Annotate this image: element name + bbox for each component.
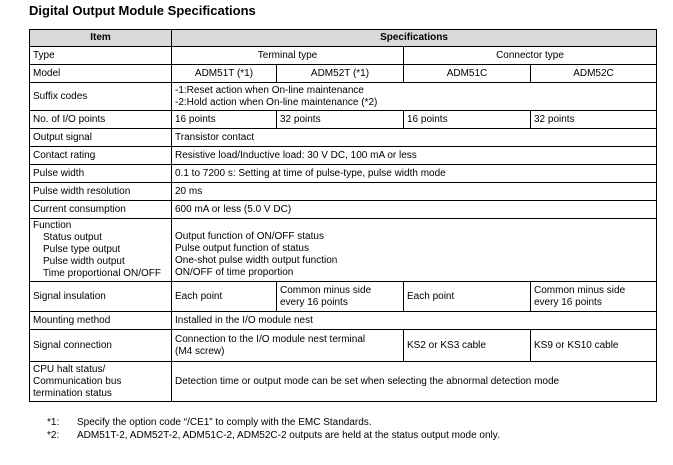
footnote [47,429,500,442]
table-row [30,83,657,111]
footnote [47,416,500,429]
row-label: Pulse width resolution [30,183,172,201]
table-row [30,312,657,330]
row-label: No. of I/O points [30,111,172,129]
cell-line: -1:Reset action when On-line maintenance [175,84,364,96]
function-sublabel: Time proportional ON/OFF [43,268,161,279]
table-row [30,219,657,282]
table-row [30,282,657,312]
cell-model: ADM51C [404,65,531,83]
footnotes [47,416,500,442]
cell-line: One-shot pulse width output function [175,255,338,266]
row-label: Suffix codes [30,83,172,111]
cell-value: 600 mA or less (5.0 V DC) [172,201,657,219]
cell-io-points: 16 points [172,111,277,129]
cell-line: Common minus side [280,284,372,296]
table-row [30,165,657,183]
row-label: Current consumption [30,201,172,219]
row-label: Signal insulation [30,282,172,312]
row-label: Function [33,220,72,231]
function-sublabels [33,232,168,280]
cell-line: every 16 points [280,296,348,308]
table-row [30,47,657,65]
table-row [30,111,657,129]
cell-model: ADM52T (*1) [277,65,404,83]
row-label-function [30,219,172,282]
table-row [30,330,657,362]
cell-value: Installed in the I/O module nest [172,312,657,330]
function-sublabel: Pulse type output [43,244,121,255]
row-label: Mounting method [30,312,172,330]
cell-line: ON/OFF of time proportion [175,267,294,278]
row-label: Type [30,47,172,65]
footnote-mark: *2: [47,430,60,441]
cell-line: Pulse output function of status [175,243,309,254]
cell-line: (M4 screw) [175,345,225,357]
row-label: Contact rating [30,147,172,165]
footnote-text: Specify the option code “/CE1” to comply with the EMC Standards. [77,417,372,428]
cell-value: Detection time or output mode can be set when selecting the abnormal detection mode [172,362,657,402]
row-label: Communication bus [33,375,122,387]
cell-model: ADM51T (*1) [172,65,277,83]
header-item: Item [30,30,172,47]
cell-insulation: Each point [404,282,531,312]
cell-function [172,219,657,282]
cell-io-points: 32 points [531,111,657,129]
function-sublabel: Pulse width output [43,256,125,267]
row-label-cpu-halt [30,362,172,402]
cell-model: ADM52C [531,65,657,83]
table-header-row [30,30,657,47]
cell-line: Output function of ON/OFF status [175,231,324,242]
row-label: Pulse width [30,165,172,183]
row-label: termination status [33,387,112,399]
cell-line: -2:Hold action when On-line maintenance (*2) [175,96,378,108]
row-label: Output signal [30,129,172,147]
cell-value: Resistive load/Inductive load: 30 V DC, 100 mA or less [172,147,657,165]
function-sublabel: Status output [43,232,102,243]
table-row [30,129,657,147]
row-label: Model [30,65,172,83]
table-row [30,65,657,83]
table-row [30,362,657,402]
cell-line: Connection to the I/O module nest terminal [175,333,366,345]
cell-line: Common minus side [534,284,626,296]
cell-insulation [531,282,657,312]
spec-table [29,29,657,402]
table-row [30,201,657,219]
cell-terminal-type: Terminal type [172,47,404,65]
table-row [30,183,657,201]
cell-value: Transistor contact [172,129,657,147]
footnote-mark: *1: [47,417,60,428]
cell-connection: KS2 or KS3 cable [404,330,531,362]
row-label: CPU halt status/ [33,363,106,375]
cell-insulation [277,282,404,312]
table-row [30,147,657,165]
cell-connection [172,330,404,362]
cell-connection: KS9 or KS10 cable [531,330,657,362]
cell-line: every 16 points [534,296,602,308]
header-specifications: Specifications [172,30,657,47]
page-title: Digital Output Module Specifications [29,3,256,18]
cell-value: 20 ms [172,183,657,201]
cell-connector-type: Connector type [404,47,657,65]
footnote-text: ADM51T-2, ADM52T-2, ADM51C-2, ADM52C-2 outputs are held at the status output mode only. [77,430,500,441]
cell-value: 0.1 to 7200 s: Setting at time of pulse-type, pulse width mode [172,165,657,183]
cell-insulation: Each point [172,282,277,312]
row-label: Signal connection [30,330,172,362]
cell-suffix [172,83,657,111]
cell-io-points: 32 points [277,111,404,129]
cell-io-points: 16 points [404,111,531,129]
